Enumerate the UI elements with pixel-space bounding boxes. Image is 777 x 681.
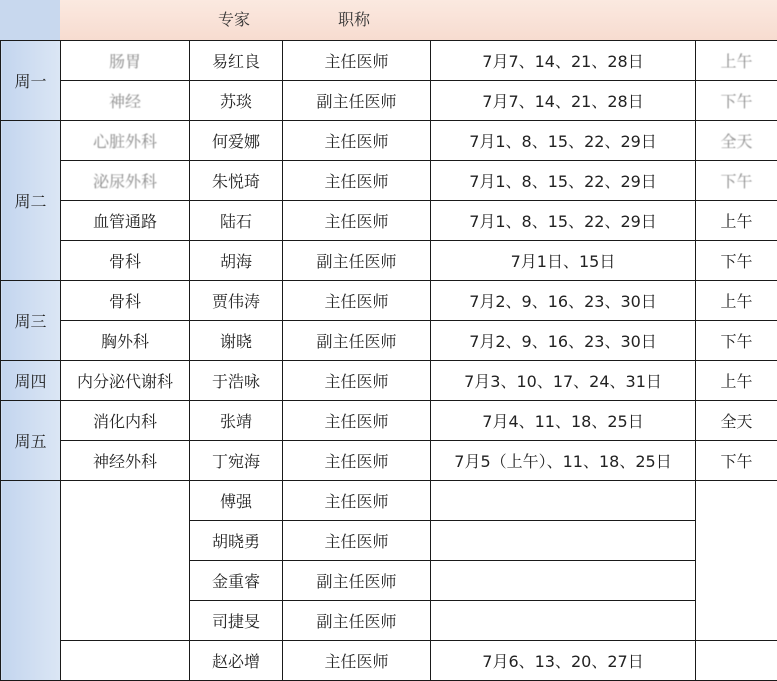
name-cell: 胡晓勇 xyxy=(190,521,283,561)
table-row xyxy=(1,401,777,441)
dates-cell: 7月1、8、15、22、29日 xyxy=(431,121,696,161)
rank-cell: 主任医师 xyxy=(283,201,431,241)
time-cell: 下午 xyxy=(696,241,777,281)
time-cell: 上午 xyxy=(696,361,777,401)
name-cell: 朱悦琦 xyxy=(190,161,283,201)
day-cell: 周四 xyxy=(1,361,61,401)
dept-cell: 胸外科 xyxy=(61,321,190,361)
rank-cell: 副主任医师 xyxy=(283,321,431,361)
name-cell: 傅强 xyxy=(190,481,283,521)
time-cell: 上午 xyxy=(696,201,777,241)
table-row xyxy=(1,641,777,681)
name-cell: 张靖 xyxy=(190,401,283,441)
table-row xyxy=(1,161,777,201)
time-cell: 下午 xyxy=(696,81,777,121)
rank-cell: 主任医师 xyxy=(283,121,431,161)
dates-cell: 7月2、9、16、23、30日 xyxy=(431,321,696,361)
name-cell: 赵必增 xyxy=(190,641,283,681)
dates-cell: 7月3、10、17、24、31日 xyxy=(431,361,696,401)
rank-cell: 副主任医师 xyxy=(283,81,431,121)
table-row xyxy=(1,81,777,121)
dates-cell: 7月7、14、21、28日 xyxy=(431,81,696,121)
table-row xyxy=(1,441,777,481)
time-cell: 全天 xyxy=(696,121,777,161)
dept-cell-empty xyxy=(61,481,190,641)
dept-cell: 神经 xyxy=(61,81,190,121)
dates-cell: 7月1、8、15、22、29日 xyxy=(431,161,696,201)
day-cell: 周五 xyxy=(1,401,61,481)
time-cell: 下午 xyxy=(696,321,777,361)
table-row xyxy=(1,481,777,521)
dates-cell: 7月5（上午）、11、18、25日 xyxy=(431,441,696,481)
name-cell: 苏琰 xyxy=(190,81,283,121)
day-cell: 周二 xyxy=(1,121,61,281)
rank-cell: 主任医师 xyxy=(283,281,431,321)
dept-cell: 神经外科 xyxy=(61,441,190,481)
rank-cell: 主任医师 xyxy=(283,441,431,481)
rank-cell: 主任医师 xyxy=(283,481,431,521)
name-cell: 陆石 xyxy=(190,201,283,241)
rank-cell: 主任医师 xyxy=(283,401,431,441)
rank-cell: 副主任医师 xyxy=(283,601,431,641)
dates-cell-empty xyxy=(431,561,696,601)
name-cell: 于浩咏 xyxy=(190,361,283,401)
table-row xyxy=(1,281,777,321)
dept-cell-empty xyxy=(61,641,190,681)
dates-cell: 7月1日、15日 xyxy=(431,241,696,281)
table-row xyxy=(1,241,777,281)
table-row xyxy=(1,321,777,361)
name-cell: 胡海 xyxy=(190,241,283,281)
time-cell: 下午 xyxy=(696,441,777,481)
table-row xyxy=(1,41,777,81)
dept-cell: 泌尿外科 xyxy=(61,161,190,201)
rank-cell: 副主任医师 xyxy=(283,561,431,601)
dept-cell: 血管通路 xyxy=(61,201,190,241)
dept-cell: 消化内科 xyxy=(61,401,190,441)
dates-cell-empty xyxy=(431,521,696,561)
time-cell-empty xyxy=(696,641,777,681)
schedule-table xyxy=(0,40,777,681)
day-cell-empty xyxy=(1,481,61,681)
dept-cell: 内分泌代谢科 xyxy=(61,361,190,401)
dept-cell: 肠胃 xyxy=(61,41,190,81)
name-cell: 贾伟涛 xyxy=(190,281,283,321)
rank-cell: 主任医师 xyxy=(283,161,431,201)
dates-cell: 7月6、13、20、27日 xyxy=(431,641,696,681)
dates-cell: 7月1、8、15、22、29日 xyxy=(431,201,696,241)
dept-cell: 骨科 xyxy=(61,241,190,281)
rank-cell: 主任医师 xyxy=(283,521,431,561)
day-cell: 周三 xyxy=(1,281,61,361)
name-cell: 何爱娜 xyxy=(190,121,283,161)
dates-cell-empty xyxy=(431,601,696,641)
time-cell: 上午 xyxy=(696,281,777,321)
dates-cell: 7月4、11、18、25日 xyxy=(431,401,696,441)
time-cell: 全天 xyxy=(696,401,777,441)
table-row xyxy=(1,201,777,241)
dates-cell: 7月2、9、16、23、30日 xyxy=(431,281,696,321)
name-cell: 司捷旻 xyxy=(190,601,283,641)
dates-cell-empty xyxy=(431,481,696,521)
dept-cell: 骨科 xyxy=(61,281,190,321)
time-cell: 上午 xyxy=(696,41,777,81)
header-corner xyxy=(0,0,60,40)
name-cell: 金重睿 xyxy=(190,561,283,601)
rank-cell: 主任医师 xyxy=(283,641,431,681)
table-row xyxy=(1,361,777,401)
rank-cell: 主任医师 xyxy=(283,41,431,81)
rank-cell: 主任医师 xyxy=(283,361,431,401)
dates-cell: 7月7、14、21、28日 xyxy=(431,41,696,81)
rank-cell: 副主任医师 xyxy=(283,241,431,281)
header-title: 职称 xyxy=(338,10,371,29)
time-cell: 下午 xyxy=(696,161,777,201)
time-cell-empty xyxy=(696,481,777,641)
dept-cell: 心脏外科 xyxy=(61,121,190,161)
name-cell: 谢晓 xyxy=(190,321,283,361)
name-cell: 易红良 xyxy=(190,41,283,81)
day-cell: 周一 xyxy=(1,41,61,121)
name-cell: 丁宛海 xyxy=(190,441,283,481)
table-row xyxy=(1,121,777,161)
table-header xyxy=(0,0,777,40)
header-expert: 专家 xyxy=(218,10,251,29)
